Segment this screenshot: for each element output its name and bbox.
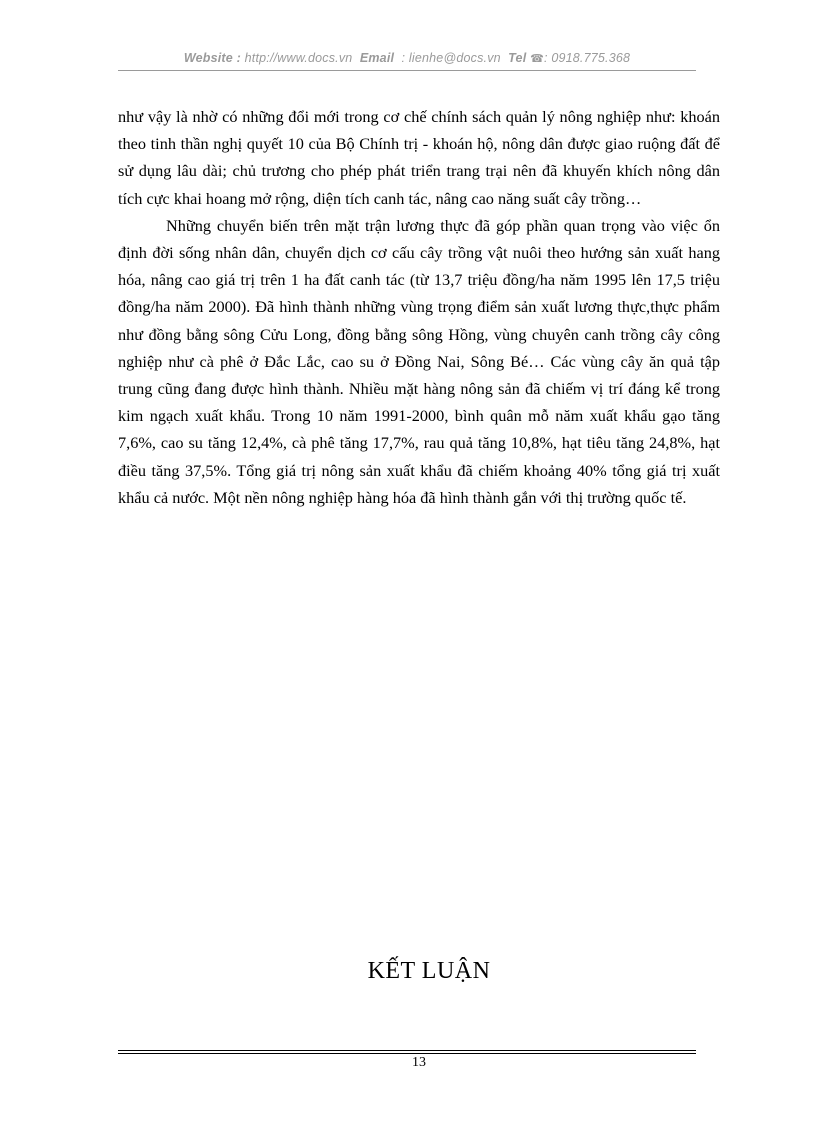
phone-icon: ☎ (530, 53, 544, 65)
website-url: http://www.docs.vn (244, 51, 353, 65)
paragraph-main: Những chuyển biến trên mặt trận lương thực đã góp phần quan trọng vào việc ổn định đời sống nhân dân, chuyển dịch cơ cấu cây trồng vật nuôi theo hướng sản xuất hang hóa, nâng cao giá trị trên 1 ha đất canh tác (từ 13,7 triệu đồng/ha năm 1995 lên 17,5 triệu đồng/ha năm 2000). Đã hình thành những vùng trọng điểm sản xuất lương thực,thực phẩm như đồng bằng sông Cửu Long, đồng bằng sông Hồng, vùng chuyên canh trồng cây công nghiệp như cà phê ở Đắc Lắc, cao su ở Đồng Nai, Sông Bé… Các vùng cây ăn quả tập trung cũng đang được hình thành. Nhiều mặt hàng nông sản đã chiếm vị trí đáng kể trong kim ngạch xuất khẩu. Trong 10 năm 1991-2000, bình quân mỗ năm xuất khẩu gạo tăng 7,6%, cao su tăng 12,4%, cà phê tăng 17,7%, rau quả tăng 10,8%, hạt tiêu tăng 24,8%, hạt điều tăng 37,5%. Tổng giá trị nông sản xuất khẩu đã chiếm khoảng 40% tổng giá trị xuất khẩu cả nước. Một nền nông nghiệp hàng hóa đã hình thành gắn với thị trường quốc tế. (118, 215, 720, 507)
page-header (118, 51, 696, 65)
email-address: : lienhe@docs.vn (401, 51, 501, 65)
website-label: Website : (183, 51, 241, 65)
header-divider (118, 70, 696, 71)
footer-divider-bottom (118, 1053, 696, 1054)
footer-divider-top (118, 1050, 696, 1051)
email-label: Email (359, 51, 395, 65)
tel-label: Tel (508, 51, 527, 65)
section-heading: KẾT LUẬN (367, 958, 491, 984)
tel-number: : 0918.775.368 (543, 51, 631, 65)
body-text (118, 103, 720, 511)
paragraph-continued: như vậy là nhờ có những đổi mới trong cơ chế chính sách quản lý nông nghiệp như: khoán theo tinh thần nghị quyết 10 của Bộ Chính trị - khoán hộ, nông dân được giao ruộng đất để sử dụng lâu dài; chủ trương cho phép phát triển trang trại nên đã khuyến khích nông dân tích cực khai hoang mở rộng, diện tích canh tác, nâng cao năng suất cây trồng… (118, 107, 720, 208)
page-number: 13 (412, 1055, 426, 1070)
